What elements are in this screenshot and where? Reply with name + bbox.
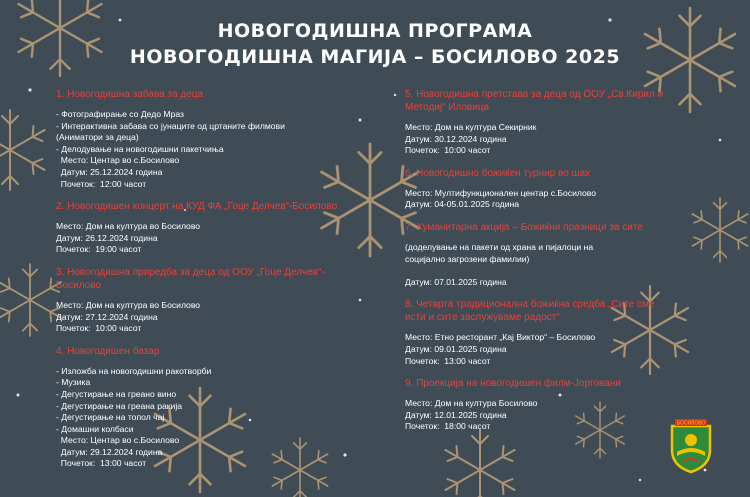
event-detail: Почеток: 18:00 часот [405,421,491,432]
right-column [405,88,695,443]
event-detail: Датум: 12.01.2025 година [405,409,507,420]
event-detail: Место: Центар во с.Босилово [56,155,180,166]
event-detail: Датум: 04-05.01.2025 година [405,199,520,210]
event-7 [405,221,695,288]
event-detail: Датум: 25.12.2024 година [56,166,163,177]
event-1 [56,88,356,190]
event-detail: - Дегустирање на греана ракија [56,400,183,411]
event-detail: - Интерактивна забава со јунаците од цртаните филмови [56,120,285,131]
program-header [0,18,750,70]
event-detail: Датум: 30.12.2024 година [405,133,507,144]
event-detail: Место: Етно ресторант „Кај Виктор“ – Босилово [405,332,596,343]
event-9 [405,377,695,433]
event-detail: Почеток: 10:00 часот [56,323,142,334]
event-detail: Место: Мултифункционален центар с.Босилово [405,187,597,198]
event-3 [56,266,356,335]
event-detail: Место: Дом на култура во Босилово [56,299,201,310]
program-subtitle: НОВОГОДИШНА МАГИЈА – БОСИЛОВО 2025 [129,46,621,68]
event-5 [405,88,695,157]
event-detail: Место: Дом на култура Секирник [405,122,537,132]
event-title: 3. Новогодишна приредба за деца од ООУ „Гоце Делчев“-Босилово [56,266,325,291]
event-detail: Почеток: 13:00 часот [56,458,147,469]
event-title: 1. Новогодишна забава за деца [56,89,204,100]
event-detail: - Изложба на новогодишни ракотворби [56,365,212,376]
event-title: 2. Новогодишен концерт на КУД ФА „Гоце Делчев“-Босилово [56,201,338,213]
event-detail: Почеток: 19:00 часот [56,244,142,255]
event-detail: Место: Центар во с.Босилово [56,435,180,446]
event-detail: социјално загрозени фамилии) [405,253,530,264]
event-detail: - Делодување на новогодишни пакетчиња [56,143,224,154]
svg-text:БОСИЛОВО: БОСИЛОВО [676,420,706,427]
event-detail: Почеток: 12:00 часот [56,178,147,189]
event-8 [405,298,695,367]
event-6 [405,167,695,211]
event-detail: Датум: 07.01.2025 година [405,276,507,287]
event-title: 6. Новогодишно божиќен турнир во шах [405,167,591,179]
event-detail: Датум: 26.12.2024 година [56,232,158,243]
bosilovo-coat-of-arms-logo [669,418,713,474]
left-column [56,88,356,480]
event-title: 9. Проекција на новогодишен филм-Јорговани [405,378,621,390]
event-title: 4. Новогодишен базар [56,345,160,357]
event-2 [56,200,356,256]
event-detail: Датум: 29.12.2024 година [56,446,163,457]
event-4 [56,345,356,470]
event-detail: Датум: 09.01.2025 година [405,343,507,354]
event-detail: - Фотографирање со Дедо Мраз [56,109,184,119]
event-detail: Место: Дом на култура Босилово [405,398,538,409]
event-title: 5. Новогодишна претстава за деца од ООУ „Св.Кирил и Методиј“ Иловица [405,89,664,113]
event-detail [405,265,695,277]
event-detail: (доделување на пакети од храна и пијалоци на [405,241,594,252]
event-detail: Почеток: 13:00 часот [405,355,491,366]
event-detail: - Домашни колбаси [56,423,134,434]
event-detail: Место: Дом на култура во Босилово [56,221,201,232]
event-detail: - Дегустирање на греано вино [56,388,177,399]
event-detail: (Аниматори за деца) [56,132,139,143]
event-title: 7. Хуманитарна акција – Божиќни празници за сите [405,221,643,233]
event-detail: Датум: 27.12.2024 година [56,311,158,322]
event-title: 8. Четврта традиционална божиќна средба „Сите сме исти и сите заслужуваме радост“ [405,299,655,324]
event-detail: Почеток: 10:00 часот [405,145,491,156]
event-detail: - Дегустирање на топол чај [56,412,165,423]
event-detail: - Музика [56,377,91,388]
program-title: НОВОГОДИШНА ПРОГРАМА [217,20,533,42]
